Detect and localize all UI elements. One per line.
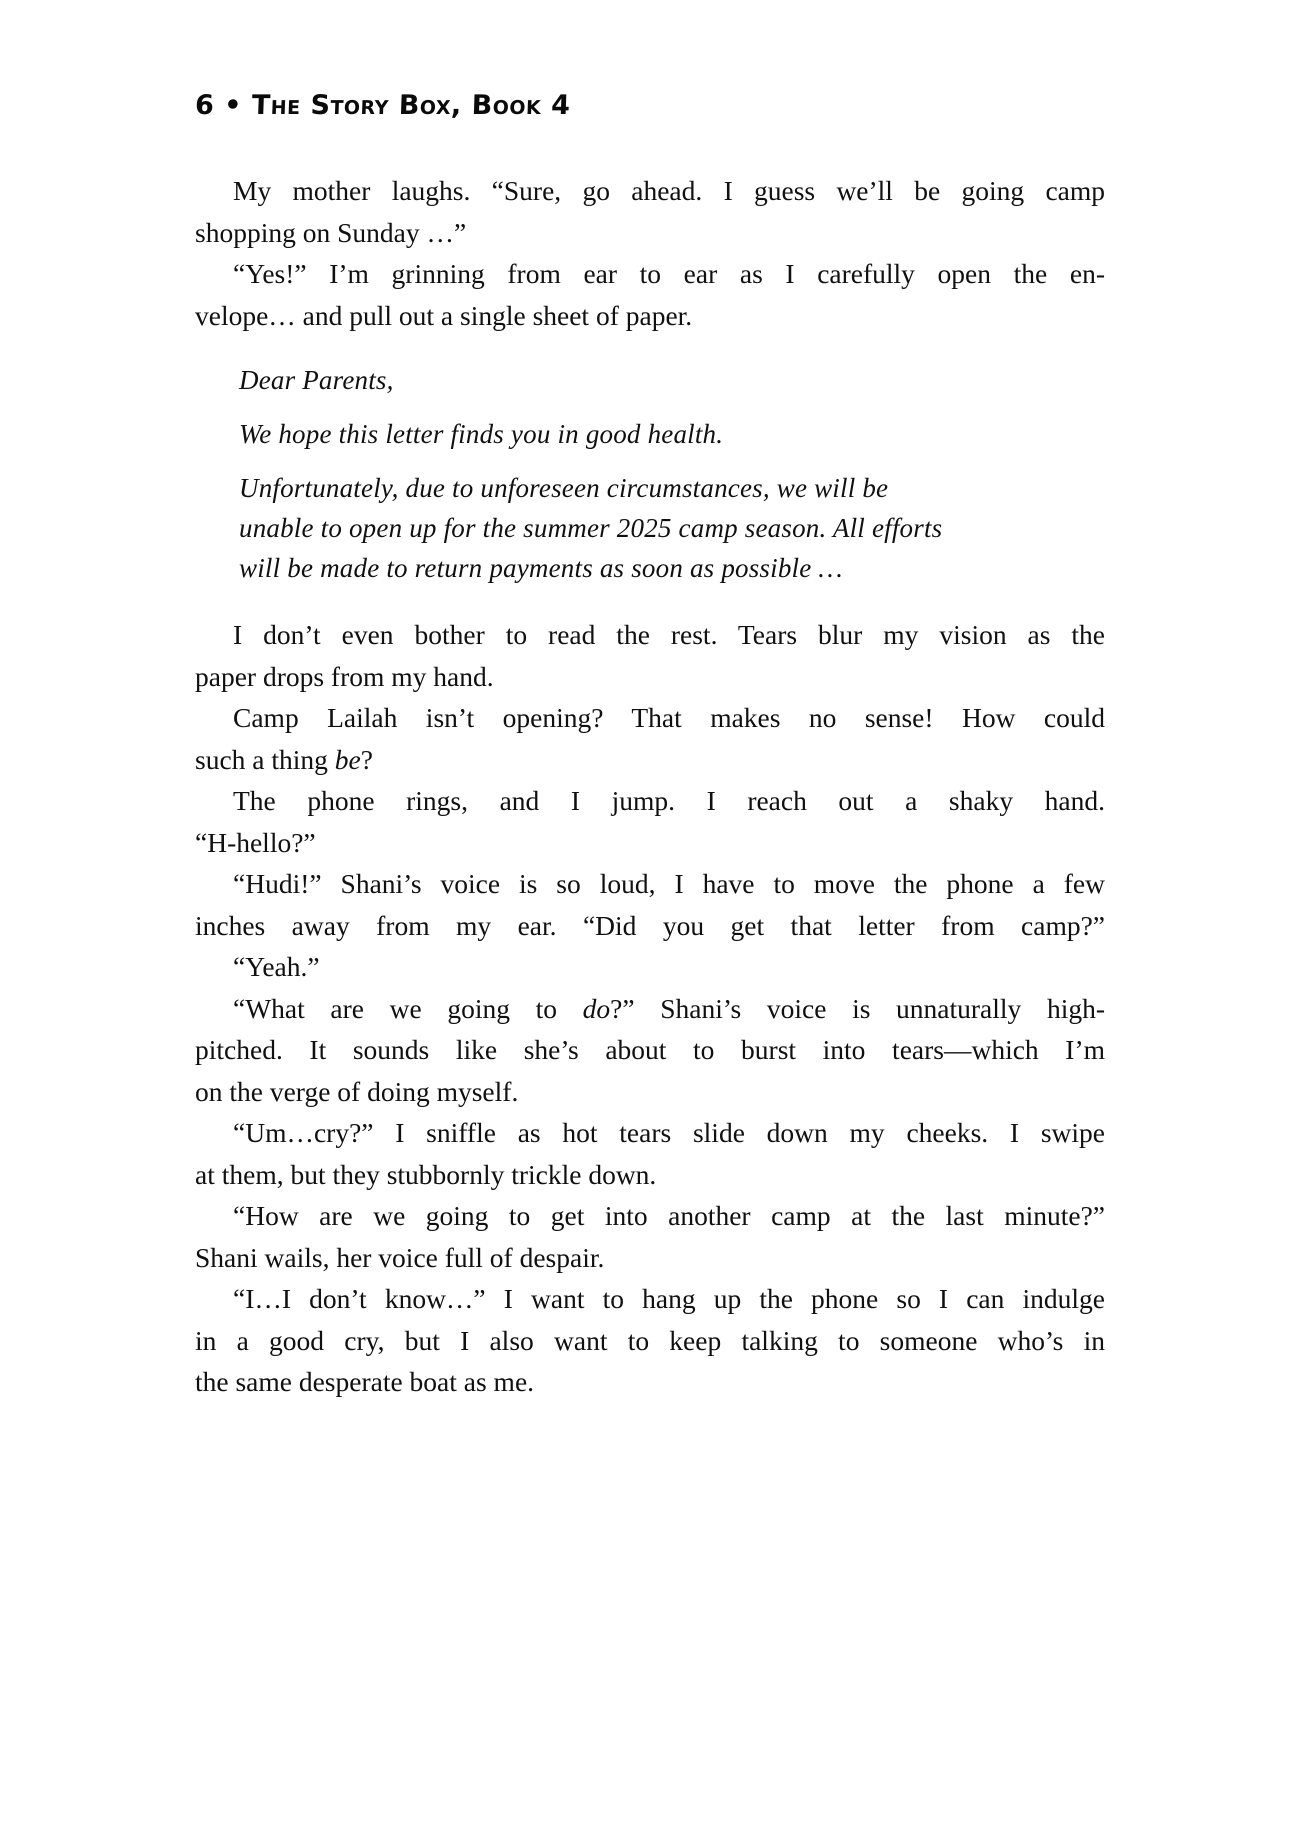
text-line: will be made to return payments as soon as possible …: [239, 553, 843, 583]
paragraph: [195, 946, 1105, 988]
paragraph: [195, 1195, 1105, 1278]
text-line: unable to open up for the summer 2025 camp season. All efforts: [239, 513, 943, 543]
text-line: “Um…cry?” I sniffle as hot tears slide down my cheeks. I swipe: [233, 1117, 1105, 1148]
paragraph: [195, 253, 1105, 336]
letter-paragraph: [195, 468, 1105, 588]
text-line: “H-hello?”: [195, 826, 316, 858]
text-line: such a thing be?: [195, 743, 373, 775]
text-line: velope… and pull out a single sheet of paper.: [195, 299, 693, 331]
text-column: [195, 170, 1105, 1403]
text-line: We hope this letter finds you in good health.: [239, 419, 724, 449]
running-header: 6 • The Story Box, Book 4: [194, 90, 572, 121]
paragraph: [195, 780, 1105, 863]
text-line: “Hudi!” Shani’s voice is so loud, I have to move the phone a few: [233, 868, 1105, 899]
paragraph: [195, 170, 1105, 253]
paragraph: [195, 614, 1105, 697]
text-line: The phone rings, and I jump. I reach out a shaky hand.: [233, 785, 1105, 816]
text-line: on the verge of doing myself.: [195, 1075, 519, 1107]
text-line: “How are we going to get into another camp at the last minute?”: [233, 1200, 1105, 1231]
text-line: the same desperate boat as me.: [195, 1366, 535, 1397]
text-line: Dear Parents,: [239, 365, 394, 395]
text-line: shopping on Sunday …”: [195, 216, 467, 248]
paragraph: [195, 697, 1105, 780]
text-line: I don’t even bother to read the rest. Tears blur my vision as the: [233, 619, 1105, 650]
text-line: “I…I don’t know…” I want to hang up the phone so I can indulge: [233, 1283, 1105, 1314]
text-line: paper drops from my hand.: [195, 660, 494, 692]
paragraph: [195, 1278, 1105, 1403]
paragraph: [195, 988, 1105, 1113]
text-line: “Yes!” I’m grinning from ear to ear as I carefully open the en-: [233, 258, 1105, 289]
text-line: in a good cry, but I also want to keep talking to someone who’s in: [195, 1324, 1105, 1356]
text-line: Camp Lailah isn’t opening? That makes no sense! How could: [233, 702, 1105, 733]
text-line: pitched. It sounds like she’s about to burst into tears—which I’m: [195, 1034, 1105, 1065]
letter-paragraph: [195, 414, 1105, 454]
text-line: My mother laughs. “Sure, go ahead. I guess we’ll be going camp: [233, 175, 1105, 206]
text-line: Unfortunately, due to unforeseen circumstances, we will be: [239, 473, 889, 503]
paragraph: [195, 1112, 1105, 1195]
text-line: at them, but they stubbornly trickle down.: [195, 1158, 657, 1190]
text-line: “Yeah.”: [233, 951, 320, 982]
text-line: Shani wails, her voice full of despair.: [195, 1241, 605, 1273]
paragraph: [195, 863, 1105, 946]
letter-paragraph: [195, 360, 1105, 400]
text-line: inches away from my ear. “Did you get that letter from camp?”: [195, 909, 1105, 941]
text-line: “What are we going to do?” Shani’s voice is unnaturally high-: [233, 992, 1105, 1024]
